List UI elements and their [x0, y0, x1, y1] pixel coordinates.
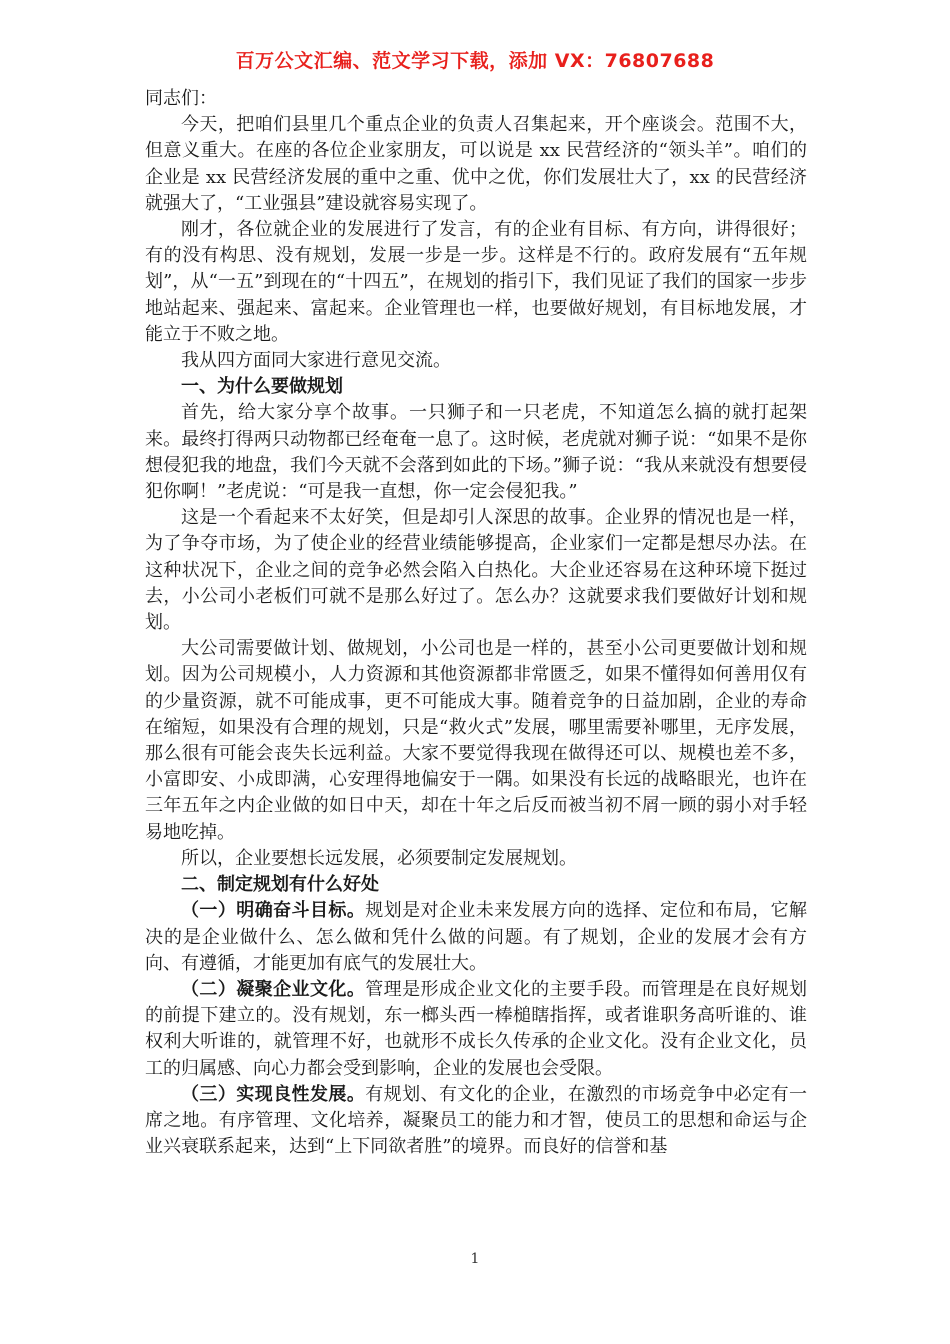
benefit-goals-text: 规划是对企业未来发展方向的选择、定位和布局，它解决的是企业做什么、怎么做和凭什么做的问题。有了规划，企业的发展才会有方向、有遵循，才能更加有底气的发展壮大。 — [145, 900, 808, 974]
paragraph-benefit-goals — [145, 898, 807, 977]
benefit-goals-title: （一）明确奋斗目标。 — [181, 900, 366, 922]
document-body — [145, 86, 807, 1160]
header-banner: 百万公文汇编、范文学习下载，添加 VX：76807688 — [235, 50, 715, 72]
section-heading-benefits: 二、制定规划有什么好处 — [181, 874, 379, 896]
benefit-culture-text: 管理是形成企业文化的主要手段。而管理是在良好规划的前提下建立的。没有规划，东一榔头西一棒槌瞎指挥，或者谁职务高听谁的、谁权利大听谁的，就管理不好，也就形不成长久传承的企业文化。没有企业文化，员工的归属感、向心力都会受到影响，企业的发展也会受限。 — [145, 978, 808, 1079]
paragraph-story-moral: 这是一个看起来不太好笑，但是却引人深思的故事。企业界的情况也是一样，为了争夺市场，为了使企业的经营业绩能够提高，企业家们一定都是想尽办法。在这种状况下，企业之间的竞争必然会陷入白热化。大企业还容易在这种环境下挺过去，小公司小老板们可就不是那么好过了。怎么办？这就要求我们要做好计划和规划。 — [145, 507, 807, 634]
paragraph-four-aspects: 我从四方面同大家进行意见交流。 — [181, 350, 451, 372]
benefit-culture-title: （二）凝聚企业文化。 — [181, 978, 366, 1000]
benefit-development-text: 有规划、有文化的企业，在激烈的市场竞争中必定有一席之地。有序管理、文化培养，凝聚员工的能力和才智，使员工的思想和命运与企业兴衰联系起来，达到“上下同欲者胜”的境界。而良好的信誉和基 — [145, 1083, 808, 1158]
paragraph-story: 首先，给大家分享个故事。一只狮子和一只老虎，不知道怎么搞的就打起架来。最终打得两只动物都已经奄奄一息了。这时候，老虎就对狮子说：“如果不是你想侵犯我的地盘，我们今天就不会落到如此的下场。”狮子说：“我从来就没有想要侵犯你啊！”老虎说：“可是我一直想，你一定会侵犯我。” — [145, 402, 807, 503]
paragraph-conclusion: 所以，企业要想长远发展，必须要制定发展规划。 — [181, 847, 577, 869]
section-heading-why-plan: 一、为什么要做规划 — [181, 376, 343, 398]
paragraph-intro: 今天，把咱们县里几个重点企业的负责人召集起来，开个座谈会。范围不大，但意义重大。在座的各位企业家朋友，可以说是 xx 民营经济的“领头羊”。咱们的企业是 xx 民营经济发展的重中之重、优中之优，你们发展壮大了，xx 的民营经济就强大了，“工业强县”建设就容易实现了。 — [145, 114, 807, 214]
paragraph-benefit-development — [145, 1082, 807, 1161]
paragraph-small-companies: 大公司需要做计划、做规划，小公司也是一样的，甚至小公司更要做计划和规划。因为公司规模小，人力资源和其他资源都非常匮乏，如果不懂得如何善用仅有的少量资源，就不可能成事，更不可能成大事。随着竞争的日益加剧，企业的寿命在缩短，如果没有合理的规划，只是“救火式”发展，哪里需要补哪里，无序发展，那么很有可能会丧失长远利益。大家不要觉得我现在做得还可以、规模也差不多，小富即安、小成即满，心安理得地偏安于一隅。如果没有长远的战略眼光，也许在三年五年之内企业做的如日中天，却在十年之后反而被当初不屑一顾的弱小对手轻易地吃掉。 — [145, 638, 807, 843]
paragraph-benefit-culture — [145, 977, 807, 1082]
benefit-development-title: （三）实现良性发展。 — [181, 1083, 366, 1105]
page-number: 1 — [470, 1251, 480, 1267]
paragraph-planning-necessity: 刚才，各位就企业的发展进行了发言，有的企业有目标、有方向，讲得很好；有的没有构思、没有规划，发展一步是一步。这样是不行的。政府发展有“五年规划”，从“一五”到现在的“十四五”，在规划的指引下，我们见证了我们的国家一步步地站起来、强起来、富起来。企业管理也一样，也要做好规划，有目标地发展，才能立于不败之地。 — [145, 219, 807, 345]
salutation: 同志们： — [145, 88, 217, 109]
